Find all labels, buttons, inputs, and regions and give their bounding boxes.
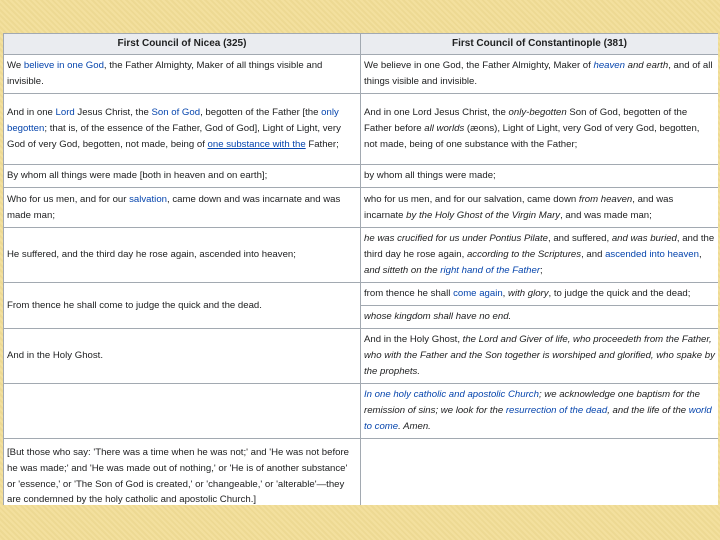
table-row — [4, 329, 719, 384]
creed-comparison-table — [3, 33, 718, 505]
wiki-link[interactable]: one substance with the — [207, 138, 306, 150]
table-row — [4, 55, 719, 94]
wiki-link[interactable]: right hand of the Father — [440, 264, 541, 276]
column-header-constantinople: First Council of Constantinople (381) — [361, 34, 719, 55]
text-segment: and earth — [624, 60, 669, 72]
constantinople-cell — [361, 439, 719, 506]
table-header-row — [4, 34, 719, 55]
text-segment: , and the third day he rose again, — [364, 233, 715, 261]
constantinople-cell — [361, 228, 719, 283]
text-segment: whose kingdom shall have no end. — [364, 311, 512, 323]
nicea-cell — [4, 55, 361, 94]
table-row — [4, 439, 719, 506]
text-segment: And in the Holy Ghost, — [364, 334, 463, 346]
nicea-cell — [4, 384, 361, 439]
text-segment: all worlds — [424, 123, 465, 135]
nicea-cell — [4, 329, 361, 384]
text-segment: , came down and was incarnate and was made man; — [7, 193, 341, 221]
text-segment: , the Father Almighty, Maker of all things visible and invisible. — [7, 60, 323, 87]
constantinople-cell — [361, 165, 719, 188]
text-segment: , and suffered, — [547, 233, 612, 245]
text-segment: [But those who say: 'There was a time when he was not;' and 'He was not before he was made;' and 'He was made out of nothing,' or 'He is of another substance' or 'essence,' or 'The Son of God is created,' or 'changeable,' or 'alterable'—they are condemned by the holy catholic and apostolic Church.] — [7, 446, 349, 505]
text-segment: ; we acknowledge one baptism for the remission of sins; we look for the — [364, 389, 700, 417]
text-segment: , — [698, 249, 702, 261]
text-segment: , and was incarnate — [364, 193, 674, 221]
constantinople-cell — [361, 306, 719, 329]
text-segment: (æons), Light of Light, very God of very God, begotten, not made, being of one substance with the Father; — [364, 123, 700, 150]
text-segment: By whom all things were made [both in heaven and on earth]; — [7, 170, 268, 182]
text-segment: Who for us men, and for our — [7, 193, 130, 205]
wiki-link[interactable]: only begotten — [7, 107, 339, 135]
text-segment: with glory — [508, 288, 549, 300]
text-segment: From thence he shall come to judge the quick and the dead. — [7, 299, 262, 311]
text-segment: He suffered, and the third day he rose again, ascended into heaven; — [7, 249, 296, 261]
text-segment: who for us men, and for our salvation, came down — [364, 193, 579, 205]
wiki-link[interactable]: believe — [23, 60, 55, 72]
wiki-link[interactable]: world to come — [364, 405, 712, 432]
text-segment: and sitteth on the — [364, 264, 441, 276]
nicea-cell — [4, 228, 361, 283]
text-segment: only-begotten — [508, 107, 567, 119]
text-segment: , and — [581, 249, 606, 261]
text-segment: the Lord and Giver of life, who proceedeth from the Father, who with the Father and the Son together is worshiped and glorified, who spake by the prophets. — [364, 334, 715, 377]
text-segment: ; — [540, 264, 543, 276]
wiki-link[interactable]: resurrection of the dead — [505, 405, 608, 417]
table-row — [4, 228, 719, 283]
text-segment: from heaven — [578, 193, 633, 205]
wiki-link[interactable]: heaven — [593, 60, 625, 72]
text-segment: We — [7, 60, 24, 72]
text-segment: , and the life of the — [607, 405, 689, 417]
wiki-link[interactable]: In one holy catholic and apostolic Church — [364, 389, 539, 401]
text-segment: Jesus Christ, the — [74, 107, 152, 119]
wiki-link[interactable]: salvation — [129, 193, 167, 205]
text-segment: by whom all things were made; — [364, 170, 496, 182]
constantinople-cell — [361, 329, 719, 384]
wiki-link[interactable]: in one God — [56, 60, 104, 72]
creed-comparison-panel — [3, 33, 718, 505]
table-row — [4, 283, 719, 306]
text-segment: And in one — [7, 107, 56, 119]
text-segment: he was crucified for us under Pontius Pilate — [364, 233, 548, 245]
text-segment: And in one Lord Jesus Christ, the — [364, 107, 509, 119]
text-segment: , and of all things visible and invisible. — [364, 60, 713, 87]
text-segment: ; that is, of the essence of the Father, God of God], Light of Light, very God of very God, begotten, not made, being of — [7, 123, 341, 150]
constantinople-cell — [361, 384, 719, 439]
table-row — [4, 165, 719, 188]
text-segment: according to the Scriptures — [466, 249, 582, 261]
nicea-cell — [4, 439, 361, 506]
constantinople-cell — [361, 55, 719, 94]
text-segment: and was buried — [611, 233, 677, 245]
wiki-link[interactable]: Son of God — [151, 107, 201, 119]
table-row — [4, 384, 719, 439]
text-segment: , and was made man; — [560, 209, 652, 221]
nicea-cell — [4, 188, 361, 228]
text-segment: by the Holy Ghost of the Virgin Mary — [406, 209, 561, 221]
constantinople-cell — [361, 94, 719, 165]
text-segment: Father; — [305, 138, 339, 150]
wiki-link[interactable]: ascended into heaven — [605, 249, 699, 261]
nicea-cell — [4, 94, 361, 165]
nicea-cell — [4, 165, 361, 188]
text-segment: Son of God, begotten of the Father before — [364, 107, 688, 135]
text-segment: , to judge the quick and the dead; — [548, 288, 691, 300]
constantinople-cell — [361, 188, 719, 228]
text-segment: And in the Holy Ghost. — [7, 350, 103, 362]
text-segment: from thence he shall — [364, 288, 454, 300]
table-row — [4, 94, 719, 165]
nicea-cell — [4, 283, 361, 329]
constantinople-cell — [361, 283, 719, 306]
text-segment: , begotten of the Father [the — [200, 107, 322, 119]
wiki-link[interactable]: come again — [453, 288, 503, 300]
text-segment: , — [502, 288, 509, 300]
text-segment: We believe in one God, the Father Almighty, Maker of — [364, 60, 594, 72]
column-header-nicea: First Council of Nicea (325) — [4, 34, 361, 55]
table-row — [4, 188, 719, 228]
wiki-link[interactable]: Lord — [55, 107, 75, 119]
text-segment: . Amen. — [398, 420, 431, 432]
